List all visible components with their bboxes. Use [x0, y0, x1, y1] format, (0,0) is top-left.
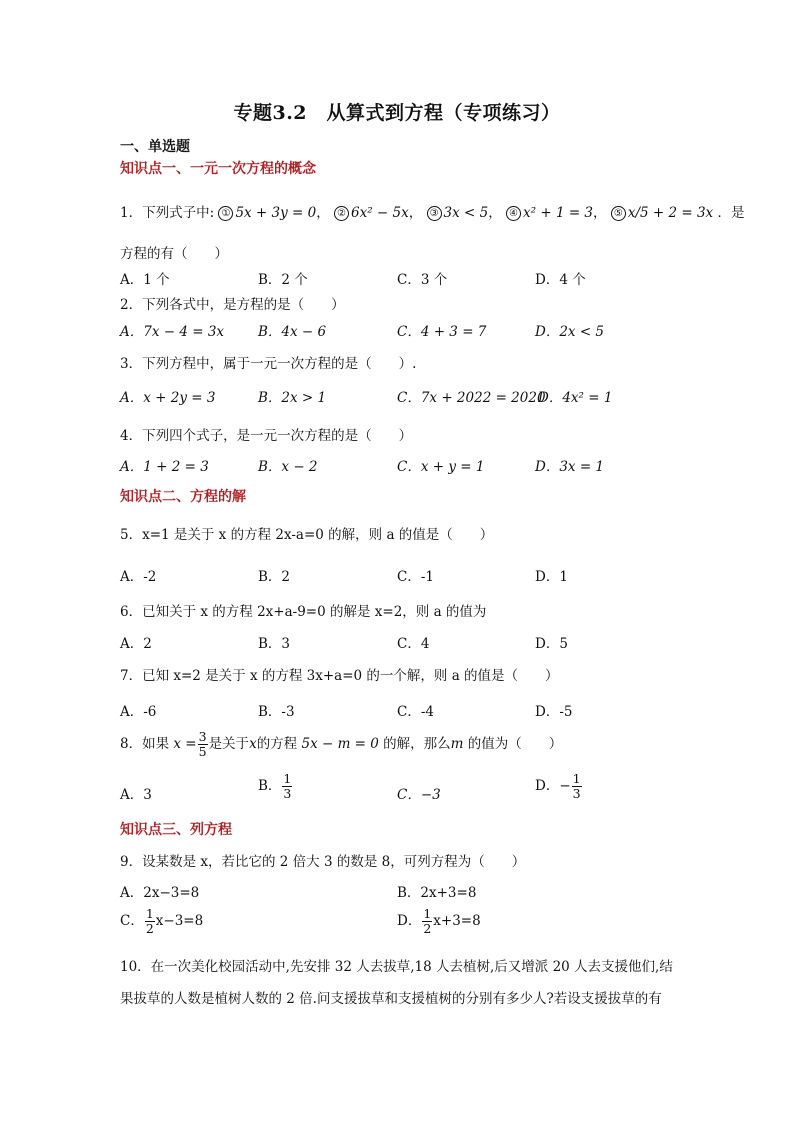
- q6-option-c: C．4: [397, 636, 430, 652]
- expression-3: 3x < 5: [443, 205, 489, 221]
- q8-pre: 8．如果: [120, 736, 170, 752]
- q7-option-c: C．-4: [397, 704, 434, 720]
- question-10-line1: 10．在一次美化校园活动中,先安排 32 人去拔草,18 人去植树,后又增派 20 人去支援他们,结: [120, 959, 673, 975]
- q8-equation: 5x − m = 0: [301, 736, 379, 752]
- q8-var-m: m: [450, 736, 464, 752]
- question-1-line2: 方程的有（ ）: [120, 246, 228, 262]
- q8-var-x: x: [249, 736, 257, 752]
- q8-frac-num: 3: [198, 729, 207, 744]
- question-5-stem: 5．x=1 是关于 x 的方程 2x-a=0 的解，则 a 的值是（ ）: [120, 527, 494, 543]
- page-title: 专题3.2 从算式到方程（专项练习）: [233, 102, 561, 124]
- q9-option-d-num: 1: [423, 906, 432, 921]
- q8-mid: 是关于: [208, 736, 250, 752]
- q8-option-b: [258, 772, 293, 801]
- q2-option-b: B．4x − 6: [258, 324, 327, 340]
- question-6-stem: 6．已知关于 x 的方程 2x+a-9=0 的解是 x=2，则 a 的值为: [120, 604, 487, 620]
- q1-option-a: A．1 个: [120, 272, 170, 288]
- q2-option-a: A．7x − 4 = 3x: [120, 324, 225, 340]
- q8-mid3: 的解，那么: [383, 736, 451, 752]
- circled-number-5: ⑤: [611, 206, 626, 221]
- q8-mid2: 的方程: [256, 736, 298, 752]
- q1-option-b: B．2 个: [258, 272, 308, 288]
- q9-option-c: [120, 907, 203, 936]
- q9-option-c-fraction: [145, 907, 155, 936]
- q8-post: 的值为（ ）: [467, 736, 563, 752]
- q1-option-d: D．4 个: [535, 272, 586, 288]
- q8-eq-left: x =: [173, 736, 197, 752]
- q4-option-d: D．3x = 1: [535, 459, 605, 475]
- question-4-stem: 4．下列四个式子，是一元一次方程的是（ ）: [120, 428, 413, 444]
- q7-option-b: B．-3: [258, 704, 295, 720]
- expression-4: x² + 1 = 3: [523, 205, 594, 221]
- q9-option-d: [397, 907, 481, 936]
- q2-option-d: D．2x < 5: [535, 324, 605, 340]
- circled-number-4: ④: [506, 206, 521, 221]
- q8-option-b-label: B．: [258, 778, 282, 794]
- knowledge-point-2-heading: 知识点二、方程的解: [120, 489, 246, 505]
- q6-option-b: B．3: [258, 636, 291, 652]
- q9-option-c-label: C．: [120, 913, 144, 929]
- q8-option-d-label: D．−: [535, 778, 571, 794]
- question-1-prefix: 1．下列式子中:: [120, 205, 215, 221]
- question-1-suffix: ．是: [717, 205, 745, 221]
- q8-option-d-num: 1: [572, 771, 581, 786]
- q9-option-d-label: D．: [397, 913, 422, 929]
- q8-option-d: [535, 772, 583, 801]
- q4-option-a: A．1 + 2 = 3: [120, 459, 209, 475]
- expression-2: 6x² − 5x: [351, 205, 409, 221]
- q9-option-d-fraction: [422, 907, 432, 936]
- q3-option-b: B．2x > 1: [258, 390, 327, 406]
- circled-number-3: ③: [427, 206, 442, 221]
- circled-number-2: ②: [334, 206, 349, 221]
- question-8-stem: [120, 730, 562, 759]
- question-2-stem: 2．下列各式中，是方程的是（ ）: [120, 297, 345, 313]
- circled-number-1: ①: [218, 206, 233, 221]
- q5-option-d: D．1: [535, 569, 568, 585]
- q3-option-a: A．x + 2y = 3: [120, 390, 216, 406]
- q8-option-b-den: 3: [283, 786, 292, 801]
- q9-option-c-den: 2: [145, 921, 154, 936]
- q9-option-c-num: 1: [145, 906, 154, 921]
- q9-option-c-expr: x−3=8: [155, 913, 204, 929]
- q7-option-a: A．-6: [120, 704, 157, 720]
- q8-option-a: A．3: [120, 787, 152, 803]
- q5-option-b: B．2: [258, 569, 291, 585]
- q2-option-c: C．4 + 3 = 7: [397, 324, 487, 340]
- q8-option-b-num: 1: [283, 771, 292, 786]
- q8-option-c: C．−3: [397, 787, 441, 803]
- q8-option-b-fraction: [282, 772, 292, 801]
- q3-option-d: D．4x² = 1: [538, 390, 613, 406]
- q8-option-d-fraction: [572, 772, 582, 801]
- q9-option-b: B．2x+3=8: [397, 885, 477, 901]
- section-heading-single-choice: 一、单选题: [120, 139, 190, 155]
- question-7-stem: 7．已知 x=2 是关于 x 的方程 3x+a=0 的一个解，则 a 的值是（ ）: [120, 668, 559, 684]
- expression-5: x/5 + 2 = 3x: [627, 205, 714, 221]
- q8-frac-den: 5: [198, 744, 207, 759]
- question-1-stem: 1．下列式子中: ① 5x + 3y = 0， ② 6x² − 5x， ③ 3x < 5， ④ x² + 1 = 3， ⑤ x/5 + 2 = 3x ．是: [120, 205, 745, 221]
- q6-option-a: A．2: [120, 636, 152, 652]
- q9-option-d-expr: x+3=8: [433, 913, 481, 929]
- expression-1: 5x + 3y = 0: [235, 205, 317, 221]
- q1-option-c: C．3 个: [397, 272, 448, 288]
- q8-fraction: [198, 730, 208, 759]
- knowledge-point-1-heading: 知识点一、一元一次方程的概念: [120, 161, 316, 177]
- q3-option-c: C．7x + 2022 = 2020: [397, 390, 546, 406]
- question-9-stem: 9．设某数是 x，若比它的 2 倍大 3 的数是 8，可列方程为（ ）: [120, 854, 526, 870]
- q8-option-d-den: 3: [572, 786, 581, 801]
- q5-option-c: C．-1: [397, 569, 434, 585]
- knowledge-point-3-heading: 知识点三、列方程: [120, 822, 232, 838]
- q4-option-c: C．x + y = 1: [397, 459, 485, 475]
- q4-option-b: B．x − 2: [258, 459, 318, 475]
- q6-option-d: D．5: [535, 636, 568, 652]
- question-10-line2: 果拔草的人数是植树人数的 2 倍.问支援拔草和支援植树的分别有多少人?若设支援拔草的有: [120, 991, 662, 1007]
- q7-option-d: D．-5: [535, 704, 573, 720]
- q9-option-a: A．2x−3=8: [120, 885, 200, 901]
- q5-option-a: A．-2: [120, 569, 157, 585]
- question-3-stem: 3．下列方程中，属于一元一次方程的是（ ）.: [120, 356, 417, 372]
- q9-option-d-den: 2: [423, 921, 432, 936]
